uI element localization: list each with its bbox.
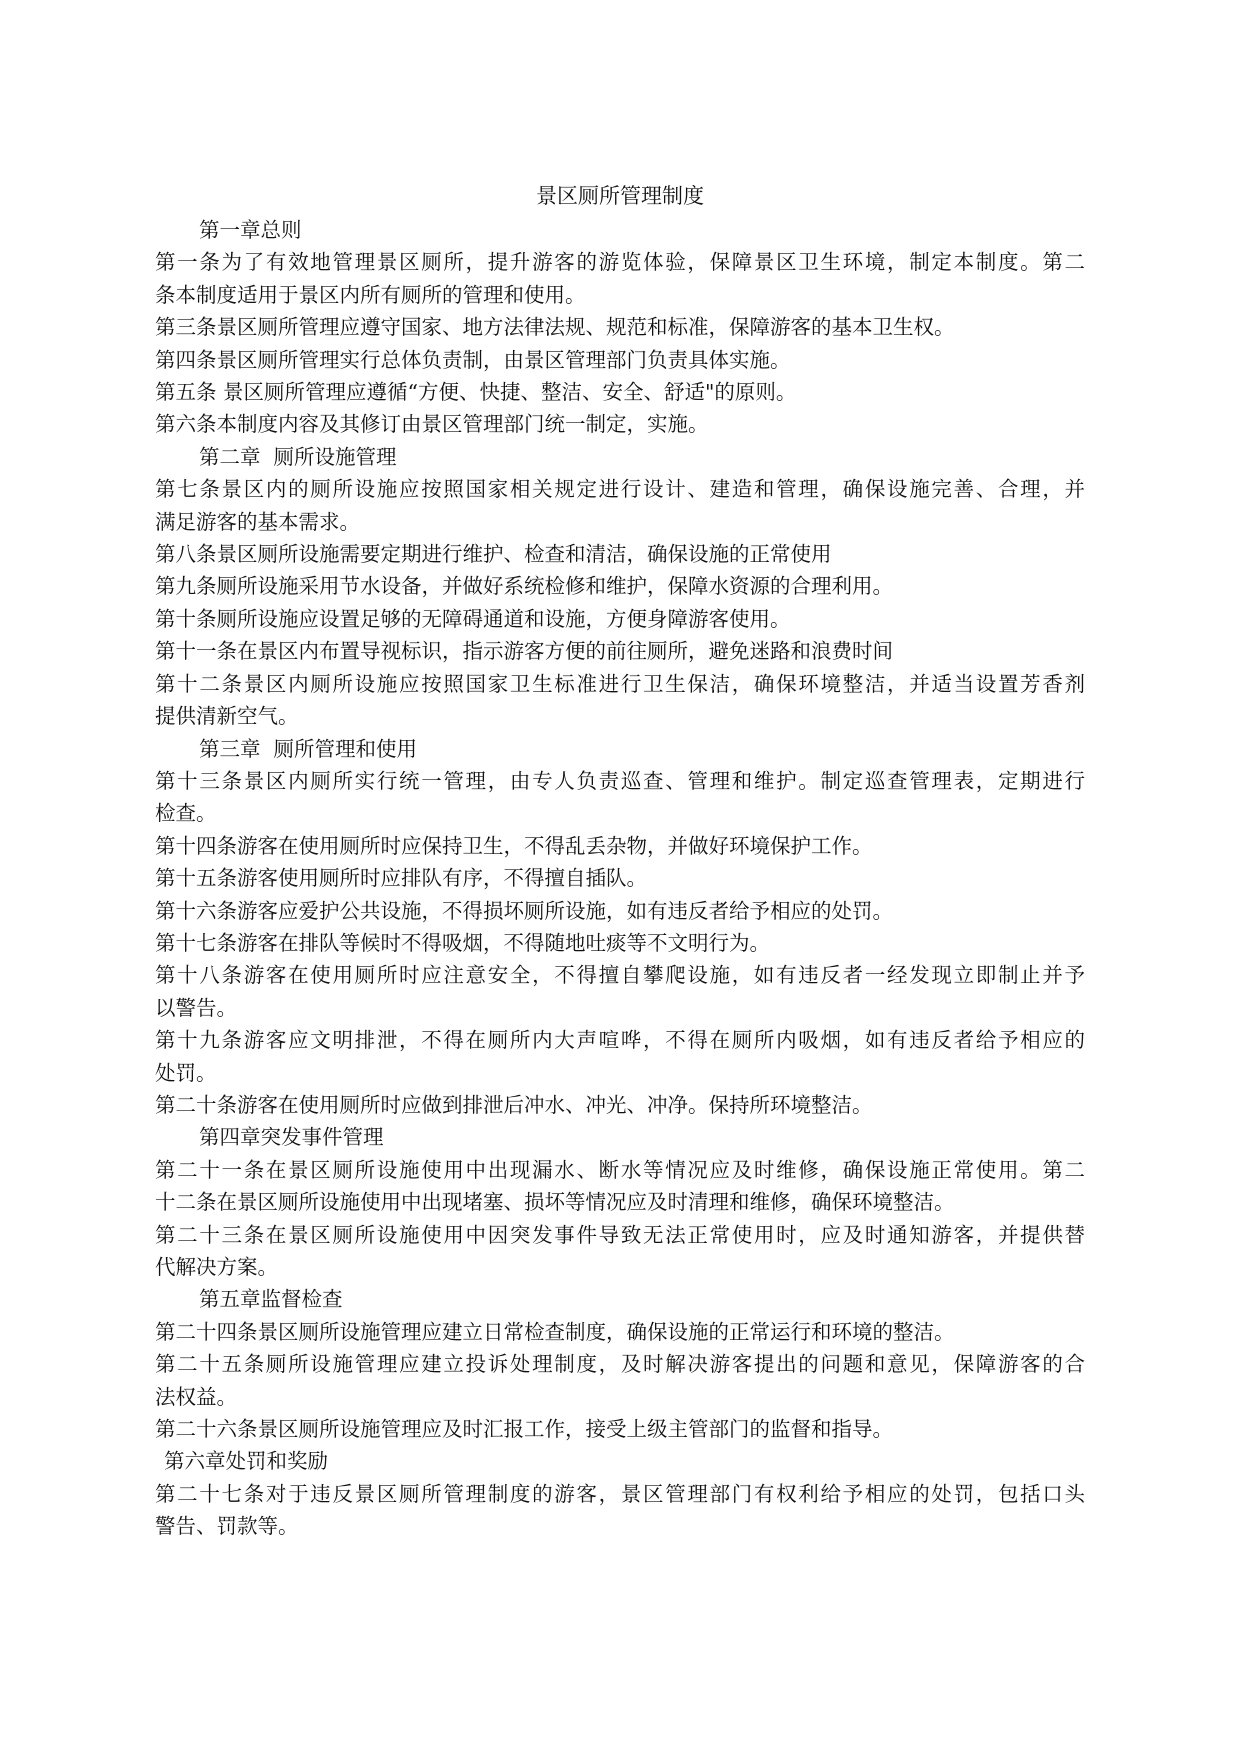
article-text-line: 检查。 [155,801,217,826]
article-text-line: 第四条景区厕所管理实行总体负责制，由景区管理部门负责具体实施。 [155,347,791,372]
article-text-line: 第十七条游客在排队等候时不得吸烟，不得随地吐痰等不文明行为。 [155,930,770,955]
article-text-line: 第二十六条景区厕所设施管理应及时汇报工作，接受上级主管部门的监督和指导。 [155,1417,893,1442]
article-text-line: 第二十三条在景区厕所设施使用中因突发事件导致无法正常使用时，应及时通知游客，并提供替 [155,1222,1085,1247]
article-text-line: 第六条本制度内容及其修订由景区管理部门统一制定，实施。 [155,412,709,437]
article-text-line: 十二条在景区厕所设施使用中出现堵塞、损坏等情况应及时清理和维修，确保环境整洁。 [155,1190,955,1215]
article-text-line: 第七条景区内的厕所设施应按照国家相关规定进行设计、建造和管理，确保设施完善、合理，并 [155,477,1085,502]
article-text-line: 以警告。 [155,995,237,1020]
article-text-line: 第二十四条景区厕所设施管理应建立日常检查制度，确保设施的正常运行和环境的整洁。 [155,1319,955,1344]
article-text-line: 条本制度适用于景区内所有厕所的管理和使用。 [155,282,586,307]
chapter-heading: 第一章总则 [199,218,302,242]
chapter-heading: 第四章突发事件管理 [199,1125,384,1150]
article-text-line: 第十八条游客在使用厕所时应注意安全，不得擅自攀爬设施，如有违反者一经发现立即制止并予 [155,963,1085,988]
article-text-line: 处罚。 [155,1060,217,1085]
article-text-line: 第十五条游客使用厕所时应排队有序，不得擅自插队。 [155,866,647,891]
article-text-line: 代解决方案。 [155,1255,278,1279]
chapter-heading: 第二章 厕所设施管理 [199,444,397,469]
article-text-line: 第十二条景区内厕所设施应按照国家卫生标准进行卫生保洁，确保环境整洁，并适当设置芳香剂 [155,671,1085,696]
article-text-line: 第八条景区厕所设施需要定期进行维护、检查和清洁，确保设施的正常使用 [155,542,832,567]
document-body [155,214,1085,1543]
article-text-line: 第十四条游客在使用厕所时应保持卫生，不得乱丢杂物，并做好环境保护工作。 [155,833,873,858]
article-text-line: 第十条厕所设施应设置足够的无障碍通道和设施，方便身障游客使用。 [155,606,791,631]
chapter-heading: 第五章监督检查 [199,1287,343,1312]
article-text-line: 第二十条游客在使用厕所时应做到排泄后冲水、冲光、冲净。保持所环境整洁。 [155,1092,873,1117]
document-page [155,180,1085,1543]
article-text-line: 提供清新空气。 [155,704,299,729]
article-text-line: 第十九条游客应文明排泄，不得在厕所内大声喧哗，不得在厕所内吸烟，如有违反者给予相应的 [155,1028,1085,1053]
article-text-line: 第二十一条在景区厕所设施使用中出现漏水、断水等情况应及时维修，确保设施正常使用。第二 [155,1157,1085,1182]
article-text-line: 第十一条在景区内布置导视标识，指示游客方便的前往厕所，避免迷路和浪费时间 [155,639,893,664]
article-text-line: 第十六条游客应爱护公共设施，不得损坏厕所设施，如有违反者给予相应的处罚。 [155,898,893,923]
chapter-heading: 第六章处罚和奖励 [164,1449,328,1474]
article-text-line: 第二十五条厕所设施管理应建立投诉处理制度，及时解决游客提出的问题和意见，保障游客的合 [155,1352,1085,1377]
article-text-line: 第九条厕所设施采用节水设备，并做好系统检修和维护，保障水资源的合理利用。 [155,574,893,599]
document-title: 景区厕所管理制度 [536,184,704,208]
article-text-line: 第二十七条对于违反景区厕所管理制度的游客，景区管理部门有权利给予相应的处罚，包括口头 [155,1481,1085,1506]
article-text-line: 满足游客的基本需求。 [155,509,360,534]
article-text-line: 第五条 景区厕所管理应遵循“方便、快捷、整洁、安全、舒适"的原则。 [155,380,797,405]
article-text-line: 法权益。 [155,1384,237,1409]
article-text-line: 第一条为了有效地管理景区厕所，提升游客的游览体验，保障景区卫生环境，制定本制度。第二 [155,250,1085,275]
article-text-line: 第三条景区厕所管理应遵守国家、地方法律法规、规范和标准，保障游客的基本卫生权。 [155,315,955,340]
article-text-line: 第十三条景区内厕所实行统一管理，由专人负责巡查、管理和维护。制定巡查管理表，定期进行 [155,768,1085,793]
chapter-heading: 第三章 厕所管理和使用 [199,736,418,761]
article-text-line: 警告、罚款等。 [155,1514,299,1539]
